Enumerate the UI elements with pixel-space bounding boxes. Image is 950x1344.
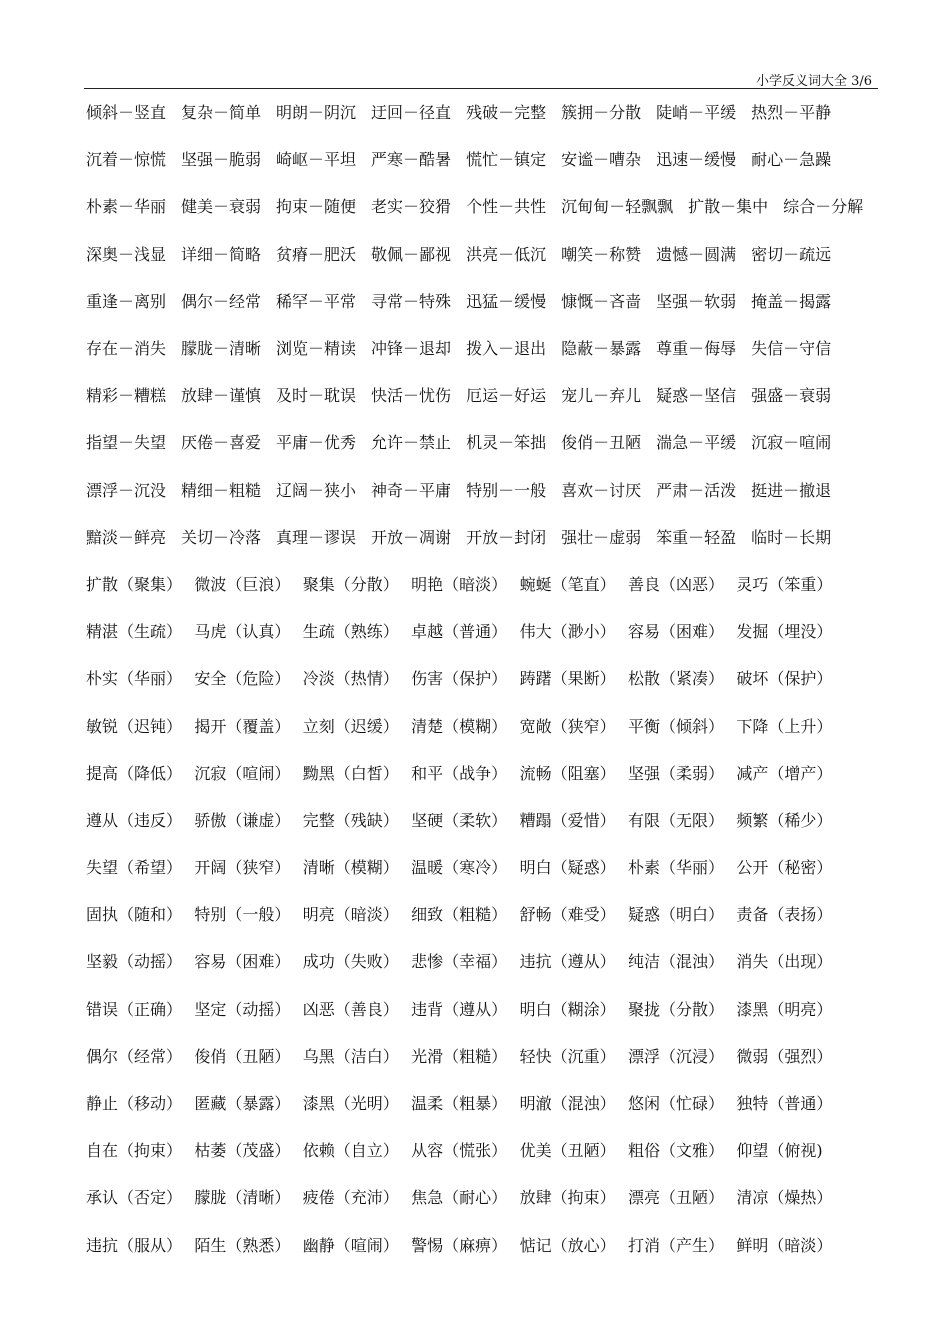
- antonym-entry: 明朗－阴沉: [276, 103, 357, 123]
- paren-row: [86, 1079, 886, 1126]
- antonym-entry: 特别（一般）: [194, 905, 291, 925]
- antonym-entry: 坚强－软弱: [656, 291, 737, 311]
- antonym-entry: 详细－简略: [181, 244, 262, 264]
- antonym-entry: 疑惑－坚信: [656, 386, 737, 406]
- paren-row: [86, 843, 886, 890]
- antonym-entry: 提高（降低）: [86, 763, 183, 783]
- antonym-entry: 漂浮（沉浸）: [627, 1046, 724, 1066]
- antonym-entry: 打消（产生）: [627, 1235, 724, 1255]
- antonym-entry: 鲜明（暗淡）: [736, 1235, 833, 1255]
- antonym-entry: 悠闲（忙碌）: [627, 1094, 724, 1114]
- antonym-entry: 破坏（保护）: [736, 669, 833, 689]
- antonym-entry: 冲锋－退却: [371, 339, 452, 359]
- antonym-entry: 坚毅（动摇）: [86, 952, 183, 972]
- antonym-entry: 强盛－衰弱: [751, 386, 832, 406]
- antonym-entry: 开放－凋谢: [371, 527, 452, 547]
- antonym-entry: 厌倦－喜爱: [181, 433, 262, 453]
- paren-row: [86, 1221, 886, 1268]
- antonym-entry: 重逢－离别: [86, 291, 167, 311]
- antonym-entry: 疑惑（明白）: [627, 905, 724, 925]
- antonym-entry: 健美－衰弱: [181, 197, 262, 217]
- pair-row: [86, 182, 886, 229]
- antonym-entry: 成功（失败）: [302, 952, 399, 972]
- antonym-entry: 平衡（倾斜）: [627, 716, 724, 736]
- antonym-entry: 尊重－侮辱: [656, 339, 737, 359]
- pair-row: [86, 135, 886, 182]
- antonym-entry: 倾斜－竖直: [86, 103, 167, 123]
- antonym-entry: 漆黑（明亮）: [736, 999, 833, 1019]
- antonym-entry: 贫瘠－肥沃: [276, 244, 357, 264]
- antonym-entry: 微弱（强烈）: [736, 1046, 833, 1066]
- antonym-entry: 拘束－随便: [276, 197, 357, 217]
- antonym-entry: 精湛（生疏）: [86, 622, 183, 642]
- antonym-entry: 容易（困难）: [627, 622, 724, 642]
- antonym-entry: 密切－疏远: [751, 244, 832, 264]
- antonym-entry: 沉甸甸－轻飘飘: [561, 197, 674, 217]
- antonym-entry: 开放－封闭: [466, 527, 547, 547]
- antonym-entry: 松散（紧凑）: [627, 669, 724, 689]
- antonym-entry: 清凉（燥热）: [736, 1188, 833, 1208]
- antonym-entry: 敏锐（迟钝）: [86, 716, 183, 736]
- antonym-entry: 朴实（华丽）: [86, 669, 183, 689]
- antonym-entry: 容易（困难）: [194, 952, 291, 972]
- header-title: 小学反义词大全 3/6: [755, 74, 872, 89]
- antonym-entry: 完整（残缺）: [302, 810, 399, 830]
- antonym-entry: 公开（秘密）: [736, 858, 833, 878]
- antonym-entry: 流畅（阻塞）: [519, 763, 616, 783]
- antonym-entry: 存在－消失: [86, 339, 167, 359]
- paren-row: [86, 607, 886, 654]
- antonym-entry: 掩盖－揭露: [751, 291, 832, 311]
- antonym-entry: 细致（粗糙）: [411, 905, 508, 925]
- antonym-entry: 漆黑（光明）: [302, 1094, 399, 1114]
- pair-row: [86, 466, 886, 513]
- antonym-entry: 热烈－平静: [751, 103, 832, 123]
- antonym-entry: 和平（战争）: [411, 763, 508, 783]
- antonym-entry: 独特（普通）: [736, 1094, 833, 1114]
- antonym-entry: 沉寂－喧闹: [751, 433, 832, 453]
- antonym-entry: 综合－分解: [783, 197, 864, 217]
- antonym-entry: 下降（上升）: [736, 716, 833, 736]
- antonym-entry: 真理－谬误: [276, 527, 357, 547]
- antonym-entry: 承认（否定）: [86, 1188, 183, 1208]
- antonym-entry: 错误（正确）: [86, 999, 183, 1019]
- antonym-entry: 慷慨－吝啬: [561, 291, 642, 311]
- antonym-entry: 聚集（分散）: [302, 574, 399, 594]
- antonym-entry: 有限（无限）: [627, 810, 724, 830]
- antonym-entry: 发掘（埋没）: [736, 622, 833, 642]
- antonym-entry: 沉着－惊慌: [86, 150, 167, 170]
- antonym-entry: 遗憾－圆满: [656, 244, 737, 264]
- antonym-entry: 违抗（遵从）: [519, 952, 616, 972]
- antonym-entry: 光滑（粗糙）: [411, 1046, 508, 1066]
- antonym-entry: 明白（糊涂）: [519, 999, 616, 1019]
- paren-row: [86, 654, 886, 701]
- antonym-entry: 扩散（聚集）: [86, 574, 183, 594]
- antonym-entry: 临时－长期: [751, 527, 832, 547]
- antonym-entry: 坚硬（柔软）: [411, 810, 508, 830]
- antonym-entry: 平庸－优秀: [276, 433, 357, 453]
- antonym-entry: 湍急－平缓: [656, 433, 737, 453]
- antonym-entry: 厄运－好运: [466, 386, 547, 406]
- antonym-entry: 明白（疑惑）: [519, 858, 616, 878]
- antonym-entry: 凶恶（善良）: [302, 999, 399, 1019]
- antonym-entry: 失信－守信: [751, 339, 832, 359]
- antonym-entry: 乌黑（洁白）: [302, 1046, 399, 1066]
- paren-row: [86, 985, 886, 1032]
- pair-row: [86, 324, 886, 371]
- pair-row: [86, 277, 886, 324]
- antonym-entry: 明亮（暗淡）: [302, 905, 399, 925]
- antonym-entry: 减产（增产）: [736, 763, 833, 783]
- antonym-entry: 陌生（熟悉）: [194, 1235, 291, 1255]
- antonym-entry: 明澈（混浊）: [519, 1094, 616, 1114]
- antonym-entry: 嘲笑－称赞: [561, 244, 642, 264]
- antonym-entry: 幽静（喧闹）: [302, 1235, 399, 1255]
- pair-row: [86, 371, 886, 418]
- antonym-entry: 卓越（普通）: [411, 622, 508, 642]
- antonym-entry: 允许－禁止: [371, 433, 452, 453]
- antonym-entry: 踌躇（果断）: [519, 669, 616, 689]
- antonym-entry: 匿藏（暴露）: [194, 1094, 291, 1114]
- antonym-entry: 黝黑（白皙）: [302, 763, 399, 783]
- antonym-entry: 坚强（柔弱）: [627, 763, 724, 783]
- antonym-entry: 漂浮－沉没: [86, 480, 167, 500]
- antonym-entry: 个性－共性: [466, 197, 547, 217]
- antonym-entry: 敬佩－鄙视: [371, 244, 452, 264]
- antonym-entry: 崎岖－平坦: [276, 150, 357, 170]
- antonym-entry: 俊俏（丑陋）: [194, 1046, 291, 1066]
- antonym-entry: 优美（丑陋）: [519, 1141, 616, 1161]
- antonym-entry: 朦胧（清晰）: [194, 1188, 291, 1208]
- antonym-entry: 粗俗（文雅）: [627, 1141, 724, 1161]
- antonym-entry: 立刻（迟缓）: [302, 716, 399, 736]
- antonym-entry: 违背（遵从）: [411, 999, 508, 1019]
- pair-row: [86, 88, 886, 135]
- antonym-entry: 灵巧（笨重）: [736, 574, 833, 594]
- antonym-entry: 频繁（稀少）: [736, 810, 833, 830]
- paren-row: [86, 1126, 886, 1173]
- paren-row: [86, 1173, 886, 1220]
- antonym-entry: 明艳（暗淡）: [411, 574, 508, 594]
- antonym-entry: 漂亮（丑陋）: [627, 1188, 724, 1208]
- antonym-entry: 舒畅（难受）: [519, 905, 616, 925]
- antonym-entry: 伤害（保护）: [411, 669, 508, 689]
- antonym-entry: 生疏（熟练）: [302, 622, 399, 642]
- antonym-entry: 洪亮－低沉: [466, 244, 547, 264]
- antonym-entry: 糟蹋（爱惜）: [519, 810, 616, 830]
- antonym-entry: 骄傲（谦虚）: [194, 810, 291, 830]
- antonym-entry: 警惕（麻痹）: [411, 1235, 508, 1255]
- antonym-entry: 拨入－退出: [466, 339, 547, 359]
- antonym-entry: 耐心－急躁: [751, 150, 832, 170]
- antonym-entry: 悲惨（幸福）: [411, 952, 508, 972]
- antonym-entry: 朴素（华丽）: [627, 858, 724, 878]
- antonym-entry: 消失（出现）: [736, 952, 833, 972]
- antonym-entry: 扩散－集中: [688, 197, 769, 217]
- antonym-entry: 善良（凶恶）: [627, 574, 724, 594]
- antonym-entry: 伟大（渺小）: [519, 622, 616, 642]
- antonym-entry: 笨重－轻盈: [656, 527, 737, 547]
- antonym-entry: 复杂－简单: [181, 103, 262, 123]
- antonym-entry: 俊俏－丑陋: [561, 433, 642, 453]
- paren-row: [86, 560, 886, 607]
- antonym-entry: 慌忙－镇定: [466, 150, 547, 170]
- antonym-entry: 沉寂（喧闹）: [194, 763, 291, 783]
- antonym-entry: 寻常－特殊: [371, 291, 452, 311]
- antonym-entry: 宽敞（狭窄）: [519, 716, 616, 736]
- antonym-entry: 及时－耽误: [276, 386, 357, 406]
- antonym-entry: 严寒－酷暑: [371, 150, 452, 170]
- antonym-entry: 迅猛－缓慢: [466, 291, 547, 311]
- antonym-entry: 安谧－嘈杂: [561, 150, 642, 170]
- antonym-entry: 静止（移动）: [86, 1094, 183, 1114]
- antonym-entry: 黯淡－鲜亮: [86, 527, 167, 547]
- antonym-entry: 马虎（认真）: [194, 622, 291, 642]
- antonym-entry: 挺进－撤退: [751, 480, 832, 500]
- pair-row: [86, 230, 886, 277]
- antonym-entry: 自在（拘束）: [86, 1141, 183, 1161]
- antonym-entry: 强壮－虚弱: [561, 527, 642, 547]
- paren-row: [86, 1032, 886, 1079]
- antonym-entry: 轻快（沉重）: [519, 1046, 616, 1066]
- antonym-entry: 辽阔－狭小: [276, 480, 357, 500]
- antonym-entry: 固执（随和）: [86, 905, 183, 925]
- paren-row: [86, 749, 886, 796]
- antonym-entry: 仰望（俯视): [736, 1141, 823, 1161]
- antonym-entry: 特别－一般: [466, 480, 547, 500]
- paren-row: [86, 937, 886, 984]
- antonym-entry: 指望－失望: [86, 433, 167, 453]
- antonym-entry: 蜿蜒（笔直）: [519, 574, 616, 594]
- antonym-entry: 机灵－笨拙: [466, 433, 547, 453]
- antonym-entry: 严肃－活泼: [656, 480, 737, 500]
- pair-row: [86, 513, 886, 560]
- antonym-entry: 快活－忧伤: [371, 386, 452, 406]
- antonym-entry: 偶尔－经常: [181, 291, 262, 311]
- antonym-entry: 迅速－缓慢: [656, 150, 737, 170]
- paren-row: [86, 890, 886, 937]
- antonym-entry: 温柔（粗暴）: [411, 1094, 508, 1114]
- pair-row: [86, 418, 886, 465]
- antonym-entry: 疲倦（充沛）: [302, 1188, 399, 1208]
- antonym-entry: 偶尔（经常）: [86, 1046, 183, 1066]
- antonym-entry: 迂回－径直: [371, 103, 452, 123]
- antonym-entry: 老实－狡猾: [371, 197, 452, 217]
- antonym-entry: 精彩－糟糕: [86, 386, 167, 406]
- antonym-entry: 纯洁（混浊）: [627, 952, 724, 972]
- antonym-entry: 安全（危险）: [194, 669, 291, 689]
- antonym-entry: 神奇－平庸: [371, 480, 452, 500]
- antonym-entry: 朦胧－清晰: [181, 339, 262, 359]
- antonym-entry: 残破－完整: [466, 103, 547, 123]
- antonym-entry: 遵从（违反）: [86, 810, 183, 830]
- antonym-entry: 开阔（狭窄）: [194, 858, 291, 878]
- antonym-entry: 违抗（服从）: [86, 1235, 183, 1255]
- antonym-entry: 枯萎（茂盛）: [194, 1141, 291, 1161]
- antonym-entry: 放肆－谨慎: [181, 386, 262, 406]
- antonym-entry: 坚强－脆弱: [181, 150, 262, 170]
- antonym-entry: 失望（希望）: [86, 858, 183, 878]
- antonym-entry: 从容（慌张）: [411, 1141, 508, 1161]
- antonym-entry: 隐蔽－暴露: [561, 339, 642, 359]
- antonym-entry: 焦急（耐心）: [411, 1188, 508, 1208]
- paren-row: [86, 701, 886, 748]
- antonym-entry: 朴素－华丽: [86, 197, 167, 217]
- antonym-entry: 温暖（寒冷）: [411, 858, 508, 878]
- antonym-entry: 稀罕－平常: [276, 291, 357, 311]
- paren-row: [86, 796, 886, 843]
- antonym-list: [86, 88, 886, 1268]
- antonym-entry: 深奥－浅显: [86, 244, 167, 264]
- antonym-entry: 责备（表扬）: [736, 905, 833, 925]
- antonym-entry: 冷淡（热情）: [302, 669, 399, 689]
- antonym-entry: 依赖（自立）: [302, 1141, 399, 1161]
- antonym-entry: 放肆（拘束）: [519, 1188, 616, 1208]
- page-header: [84, 68, 878, 89]
- antonym-entry: 微波（巨浪）: [194, 574, 291, 594]
- antonym-entry: 关切－冷落: [181, 527, 262, 547]
- antonym-entry: 聚拢（分散）: [627, 999, 724, 1019]
- antonym-entry: 清楚（模糊）: [411, 716, 508, 736]
- antonym-entry: 坚定（动摇）: [194, 999, 291, 1019]
- antonym-entry: 精细－粗糙: [181, 480, 262, 500]
- antonym-entry: 喜欢－讨厌: [561, 480, 642, 500]
- antonym-entry: 宠儿－弃儿: [561, 386, 642, 406]
- antonym-entry: 簇拥－分散: [561, 103, 642, 123]
- antonym-entry: 陡峭－平缓: [656, 103, 737, 123]
- antonym-entry: 清晰（模糊）: [302, 858, 399, 878]
- antonym-entry: 浏览－精读: [276, 339, 357, 359]
- antonym-entry: 揭开（覆盖）: [194, 716, 291, 736]
- antonym-entry: 惦记（放心）: [519, 1235, 616, 1255]
